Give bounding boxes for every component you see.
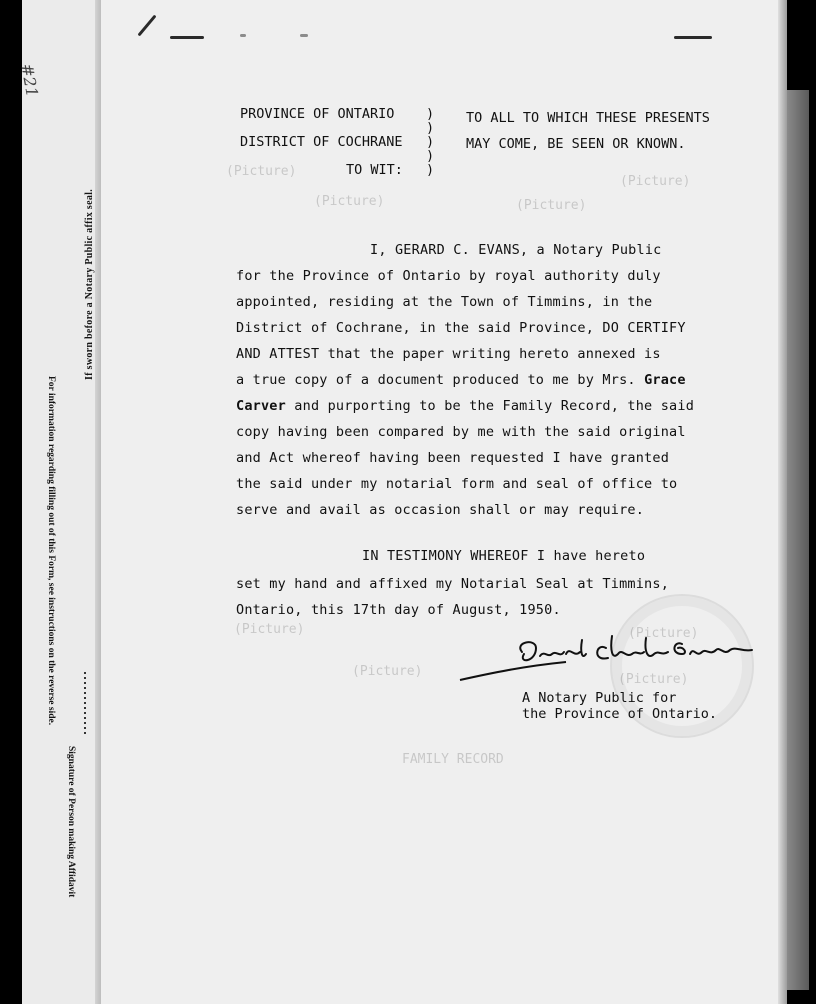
bleed-through-picture: (Picture) <box>226 164 297 179</box>
staple-mark <box>674 36 712 39</box>
testimony-line: IN TESTIMONY WHEREOF I have hereto <box>362 548 646 564</box>
header-province: PROVINCE OF ONTARIO <box>240 106 395 122</box>
body-line: serve and avail as occasion shall or may require. <box>236 502 645 518</box>
header-to-wit: TO WIT: <box>346 162 403 178</box>
page-right-edge <box>778 0 787 1004</box>
body-line: District of Cochrane, in the said Province, DO CERTIFY <box>236 320 686 336</box>
body-text: a true copy of a document produced to me by Mrs. <box>236 372 645 388</box>
body-text: and purporting to be the Family Record, the said <box>285 398 695 414</box>
grantor-name: Grace <box>644 372 686 388</box>
body-line <box>236 398 694 414</box>
signature-dotted-line <box>84 672 86 736</box>
bleed-through-picture: (Picture) <box>628 626 699 641</box>
affidavit-form-sheet <box>22 0 102 1004</box>
underlying-sheet <box>787 90 809 990</box>
staple-mark <box>240 34 246 37</box>
affidavit-signature-label: Signature of Person making Affidavit <box>66 746 76 898</box>
testimony-line: set my hand and affixed my Notarial Seal at Timmins, <box>236 576 670 592</box>
header-district: DISTRICT OF COCHRANE <box>240 134 403 150</box>
sworn-seal-note: If sworn before a Notary Public affix seal. <box>84 188 95 380</box>
header-bracket: ) <box>426 106 435 122</box>
body-line: I, GERARD C. EVANS, a Notary Public <box>370 242 662 258</box>
testimony-line: Ontario, this 17th day of August, 1950. <box>236 602 561 618</box>
body-line <box>236 372 686 388</box>
notary-title-line1: A Notary Public for <box>522 690 677 706</box>
header-bracket: ) <box>426 120 435 136</box>
body-line: appointed, residing at the Town of Timmins, in the <box>236 294 653 310</box>
handwritten-mark: #21 <box>17 62 42 99</box>
staple-mark <box>170 36 204 39</box>
bleed-through-picture: (Picture) <box>618 672 689 687</box>
header-greeting-line1: TO ALL TO WHICH THESE PRESENTS <box>466 110 710 126</box>
bleed-through-picture: (Picture) <box>314 194 385 209</box>
grantor-surname: Carver <box>236 398 286 414</box>
body-line: for the Province of Ontario by royal authority duly <box>236 268 661 284</box>
header-bracket: ) <box>426 134 435 150</box>
bleed-through-family-record: FAMILY RECORD <box>402 752 504 767</box>
body-line: and Act whereof having been requested I have granted <box>236 450 670 466</box>
form-instructions-note: For information regarding filling out of this Form, see instructions on the reverse side. <box>46 376 56 726</box>
bleed-through-picture: (Picture) <box>234 622 305 637</box>
header-greeting-line2: MAY COME, BE SEEN OR KNOWN. <box>466 136 686 152</box>
header-bracket: ) <box>426 162 435 178</box>
notary-signature <box>456 632 756 692</box>
body-line: AND ATTEST that the paper writing hereto annexed is <box>236 346 661 362</box>
notary-title-line2: the Province of Ontario. <box>522 706 718 722</box>
header-bracket: ) <box>426 148 435 164</box>
bleed-through-picture: (Picture) <box>352 664 423 679</box>
bleed-through-picture: (Picture) <box>620 174 691 189</box>
body-line: copy having been compared by me with the said original <box>236 424 686 440</box>
bleed-through-picture: (Picture) <box>516 198 587 213</box>
body-line: the said under my notarial form and seal of office to <box>236 476 678 492</box>
staple-mark <box>300 34 308 37</box>
